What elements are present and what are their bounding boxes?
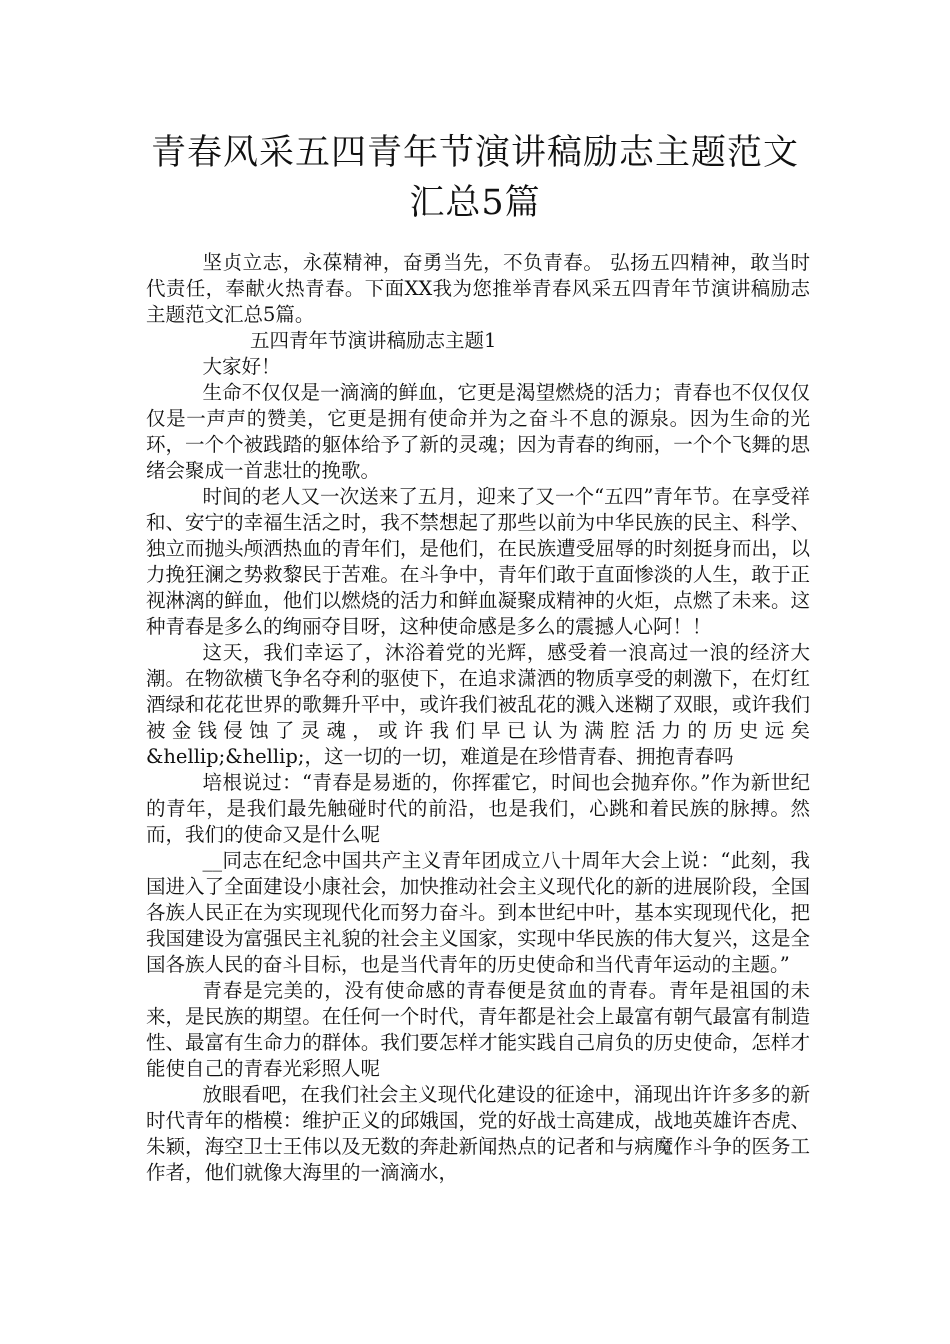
body-paragraph: 生命不仅仅是一滴滴的鲜血，它更是渴望燃烧的活力；青春也不仅仅仅仅是一声声的赞美，它更是拥有使命并为之奋斗不息的源泉。因为生命的光环，一个个被践踏的躯体给予了新的灵魂；因为青春的绚丽，一个个飞舞的思绪会聚成一首悲壮的挽歌。 (146, 381, 810, 482)
document-title (120, 128, 830, 228)
section-heading: 五四青年节演讲稿励志主题1 (250, 329, 497, 352)
greeting-paragraph: 大家好！ (202, 355, 281, 378)
title-line-1: 青春风采五四青年节演讲稿励志主题范文 (150, 133, 799, 173)
body-paragraph: 这天，我们幸运了，沐浴着党的光辉，感受着一浪高过一浪的经济大潮。在物欲横飞争名夺利的驱使下，在追求潇洒的物质享受的刺激下，在灯红酒绿和花花世界的歌舞升平中，或许我们被乱花的溅入迷糊了双眼，或许我们被金钱侵蚀了灵魂，或许我们早已认为满腔活力的历史远矣&hellip;&hellip;，这一切的一切，难道是在珍惜青春、拥抱青春吗 (146, 641, 810, 768)
body-paragraph: 放眼看吧，在我们社会主义现代化建设的征途中，涌现出许许多多的新时代青年的楷模：维护正义的邱娥国，党的好战士高建成，战地英雄许杏虎、朱颖，海空卫士王伟以及无数的奔赴新闻热点的记者和与病魔作斗争的医务工作者，他们就像大海里的一滴滴水， (146, 1083, 810, 1184)
title-line-2: 汇总5篇 (409, 183, 541, 223)
intro-paragraph: 坚贞立志，永葆精神，奋勇当先，不负青春。 弘扬五四精神，敢当时代责任，奉献火热青春。下面XX我为您推举青春风采五四青年节演讲稿励志主题范文汇总5篇。 (146, 251, 810, 326)
body-paragraph: 青春是完美的，没有使命感的青春便是贫血的青春。青年是祖国的未来，是民族的期望。在任何一个时代，青年都是社会上最富有朝气最富有制造性、最富有生命力的群体。我们要怎样才能实践自己肩负的历史使命，怎样才能使自己的青春光彩照人呢 (146, 979, 810, 1080)
document-body (146, 250, 810, 1186)
body-paragraph: __同志在纪念中国共产主义青年团成立八十周年大会上说：“此刻，我国进入了全面建设小康社会，加快推动社会主义现代化的新的进展阶段，全国各族人民正在为实现现代化而努力奋斗。到本世纪中叶，基本实现现代化，把我国建设为富强民主礼貌的社会主义国家，实现中华民族的伟大复兴，这是全国各族人民的奋斗目标，也是当代青年的历史使命和当代青年运动的主题。” (146, 849, 810, 976)
body-paragraph: 培根说过：“青春是易逝的，你挥霍它，时间也会抛弃你。”作为新世纪的青年，是我们最先触碰时代的前沿，也是我们，心跳和着民族的脉搏。然而，我们的使命又是什么呢 (146, 771, 810, 846)
body-paragraph: 时间的老人又一次送来了五月，迎来了又一个“五四”青年节。在享受祥和、安宁的幸福生活之时，我不禁想起了那些以前为中华民族的民主、科学、独立而抛头颅洒热血的青年们，是他们，在民族遭受屈辱的时刻挺身而出，以力挽狂澜之势救黎民于苦难。在斗争中，青年们敢于直面惨淡的人生，敢于正视淋漓的鲜血，他们以燃烧的活力和鲜血凝聚成精神的火炬，点燃了未来。这种青春是多么的绚丽夺目呀，这种使命感是多么的震撼人心阿！！ (146, 485, 810, 638)
